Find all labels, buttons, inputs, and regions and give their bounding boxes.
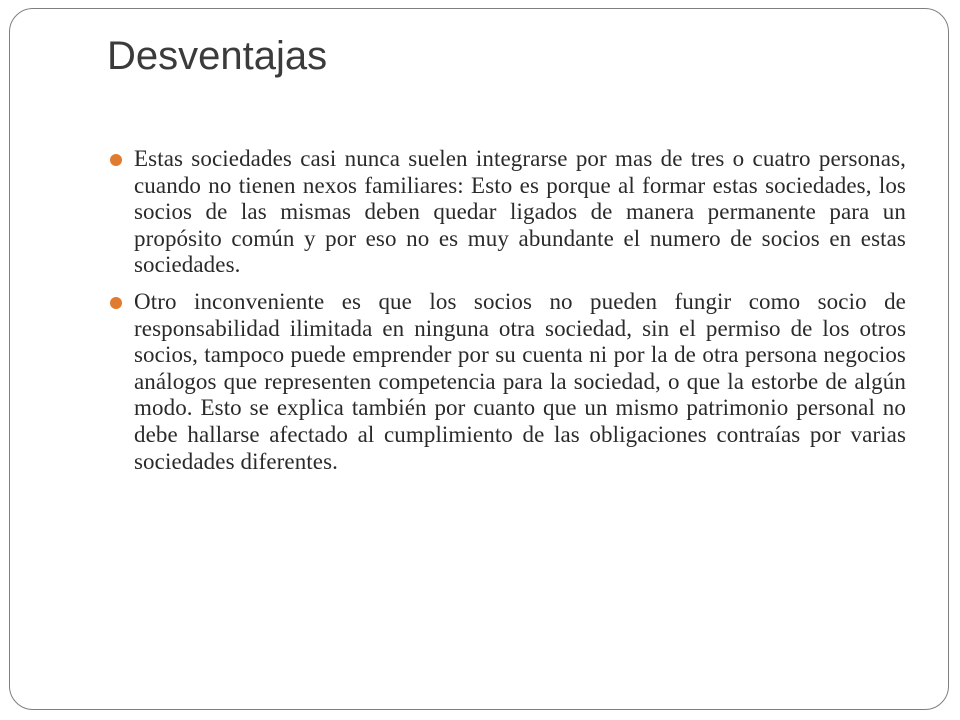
slide-title: Desventajas (107, 34, 328, 78)
bullet-text: Otro inconveniente es que los socios no pueden fungir como socio de responsabilidad ilimitada en ninguna otra sociedad, sin el permiso de los otros socios, tampoco puede emprender por su cuenta ni por la de otra persona negocios análogos que representen competencia para la sociedad, o que la estorbe de algún modo. Esto se explica también por cuanto que un mismo patrimonio personal no debe hallarse afectado al cumplimiento de las obligaciones contraías por varias sociedades diferentes. (134, 288, 906, 474)
bullet-item (107, 289, 906, 475)
bullet-item (107, 146, 906, 279)
bullet-list (107, 146, 906, 485)
bullet-text: Estas sociedades casi nunca suelen integrarse por mas de tres o cuatro personas, cuando no tienen nexos familiares: Esto es porque al formar estas sociedades, los socios de las mismas deben quedar ligados de manera permanente para un propósito común y por eso no es muy abundante el numero de socios en estas sociedades. (134, 146, 906, 278)
bullet-dot-icon (110, 297, 122, 309)
bullet-dot-icon (110, 154, 122, 166)
